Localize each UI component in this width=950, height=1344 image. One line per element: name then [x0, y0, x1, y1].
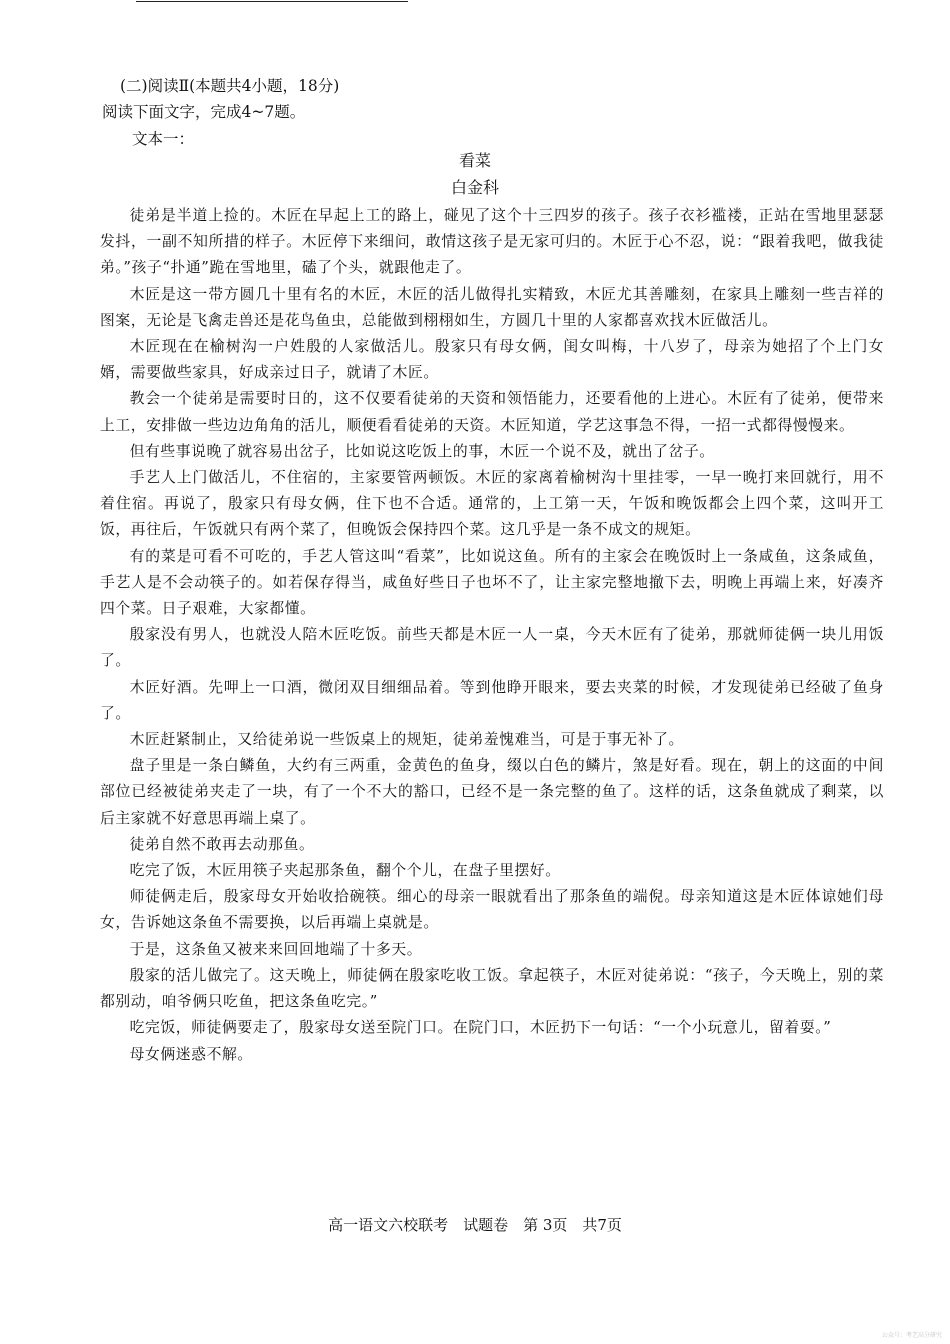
- paragraph: 师徒俩走后，殷家母女开始收拾碗筷。细心的母亲一眼就看出了那条鱼的端倪。母亲知道这是木匠体谅她们母女，告诉她这条鱼不需要换，以后再端上桌就是。: [100, 888, 884, 932]
- paragraph: 徒弟自然不敢再去动那鱼。: [129, 835, 315, 853]
- text-one-label: 文本一：: [132, 130, 195, 148]
- paragraph: 有的菜是可看不可吃的，手艺人管这叫“看菜”，比如说这鱼。所有的主家会在晚饭时上一条咸鱼，这条咸鱼，手艺人是不会动筷子的。如若保存得当，咸鱼好些日子也坏不了，让主家完整地撤下去，明晚上再端上来，好凑齐四个菜。日子艰难，大家都懂。: [100, 547, 884, 618]
- paragraph: 殷家的活儿做完了。这天晚上，师徒俩在殷家吃收工饭。拿起筷子，木匠对徒弟说：“孩子，今天晚上，别的菜都别动，咱爷俩只吃鱼，把这条鱼吃完。”: [100, 966, 884, 1011]
- paragraph: 吃完饭，师徒俩要走了，殷家母女送至院门口。在院门口，木匠扔下一句话：“一个小玩意儿，留着耍。”: [129, 1019, 832, 1037]
- question-instruction: 阅读下面文字，完成4~7题。: [102, 103, 306, 121]
- paragraph: 木匠现在在榆树沟一户姓殷的人家做活儿。殷家只有母女俩，闺女叫梅，十八岁了，母亲为她招了个上门女婿，需要做些家具，好成亲过日子，就请了木匠。: [100, 338, 884, 382]
- paragraph: 盘子里是一条白鳞鱼，大约有三两重，金黄色的鱼身，缀以白色的鳞片，煞是好看。现在，朝上的这面的中间部位已经被徒弟夹走了一块，有了一个不大的豁口，已经不是一条完整的鱼了。这样的话，这条鱼就成了剩菜，以后主家就不好意思再端上桌了。: [100, 757, 884, 827]
- paragraph: 于是，这条鱼又被来来回回地端了十多天。: [129, 940, 423, 958]
- article-author: 白金科: [450, 178, 499, 197]
- paragraph: 手艺人上门做活儿，不住宿的，主家要管两顿饭。木匠的家离着榆树沟十里挂零，一早一晚打来回就行，用不着住宿。再说了，殷家只有母女俩，住下也不合适。通常的，上工第一天，午饭和晚饭都会上四个菜，这叫开工饭，再往后，午饭就只有两个菜了，但晚饭会保持四个菜。这几乎是一条不成文的规矩。: [100, 469, 884, 539]
- paragraph: 殷家没有男人，也就没人陪木匠吃饭。前些天都是木匠一人一桌，今天木匠有了徒弟，那就师徒俩一块儿用饭了。: [100, 626, 884, 670]
- paragraph: 母女俩迷惑不解。: [129, 1045, 253, 1063]
- section-heading: (二)阅读Ⅱ(本题共4小题，18分): [120, 77, 340, 95]
- paragraph: 木匠好酒。先呷上一口酒，微闭双目细细品着。等到他睁开眼来，要去夹菜的时候，才发现徒弟已经破了鱼身了。: [100, 678, 884, 722]
- page-footer: 高一语文六校联考 试题卷 第 3页 共7页: [328, 1216, 622, 1234]
- paragraph: 木匠赶紧制止，又给徒弟说一些饭桌上的规矩，徒弟羞愧难当，可是于事无补了。: [129, 731, 684, 749]
- paragraph: 木匠是这一带方圆几十里有名的木匠，木匠的活儿做得扎实精致，木匠尤其善雕刻，在家具上雕刻一些吉祥的图案，无论是飞禽走兽还是花鸟鱼虫，总能做到栩栩如生，方圆几十里的人家都喜欢找木匠做活儿。: [100, 285, 884, 329]
- watermark-text: 公众号：考艺高分研究: [881, 1332, 942, 1339]
- paragraph: 教会一个徒弟是需要时日的，这不仅要看徒弟的天资和领悟能力，还要看他的上进心。木匠有了徒弟，便带来上工，安排做一些边边角角的活儿，顺便看看徒弟的天资。木匠知道，学艺这事急不得，一招一式都得慢慢来。: [100, 390, 884, 434]
- top-rule-line: [136, 1, 408, 2]
- article-body: [100, 203, 884, 1068]
- paragraph: 但有些事说晚了就容易出岔子，比如说这吃饭上的事，木匠一个说不及，就出了岔子。: [129, 442, 715, 460]
- paragraph: 吃完了饭，木匠用筷子夹起那条鱼，翻个个儿，在盘子里摆好。: [129, 862, 561, 880]
- article-title: 看菜: [458, 151, 491, 170]
- paragraph: 徒弟是半道上捡的。木匠在早起上工的路上，碰见了这个十三四岁的孩子。孩子衣衫褴褛，正站在雪地里瑟瑟发抖，一副不知所措的样子。木匠停下来细问，敢情这孩子是无家可归的。木匠于心不忍，说：“跟着我吧，做我徒弟。”孩子“扑通”跪在雪地里，磕了个头，就跟他走了。: [100, 207, 884, 277]
